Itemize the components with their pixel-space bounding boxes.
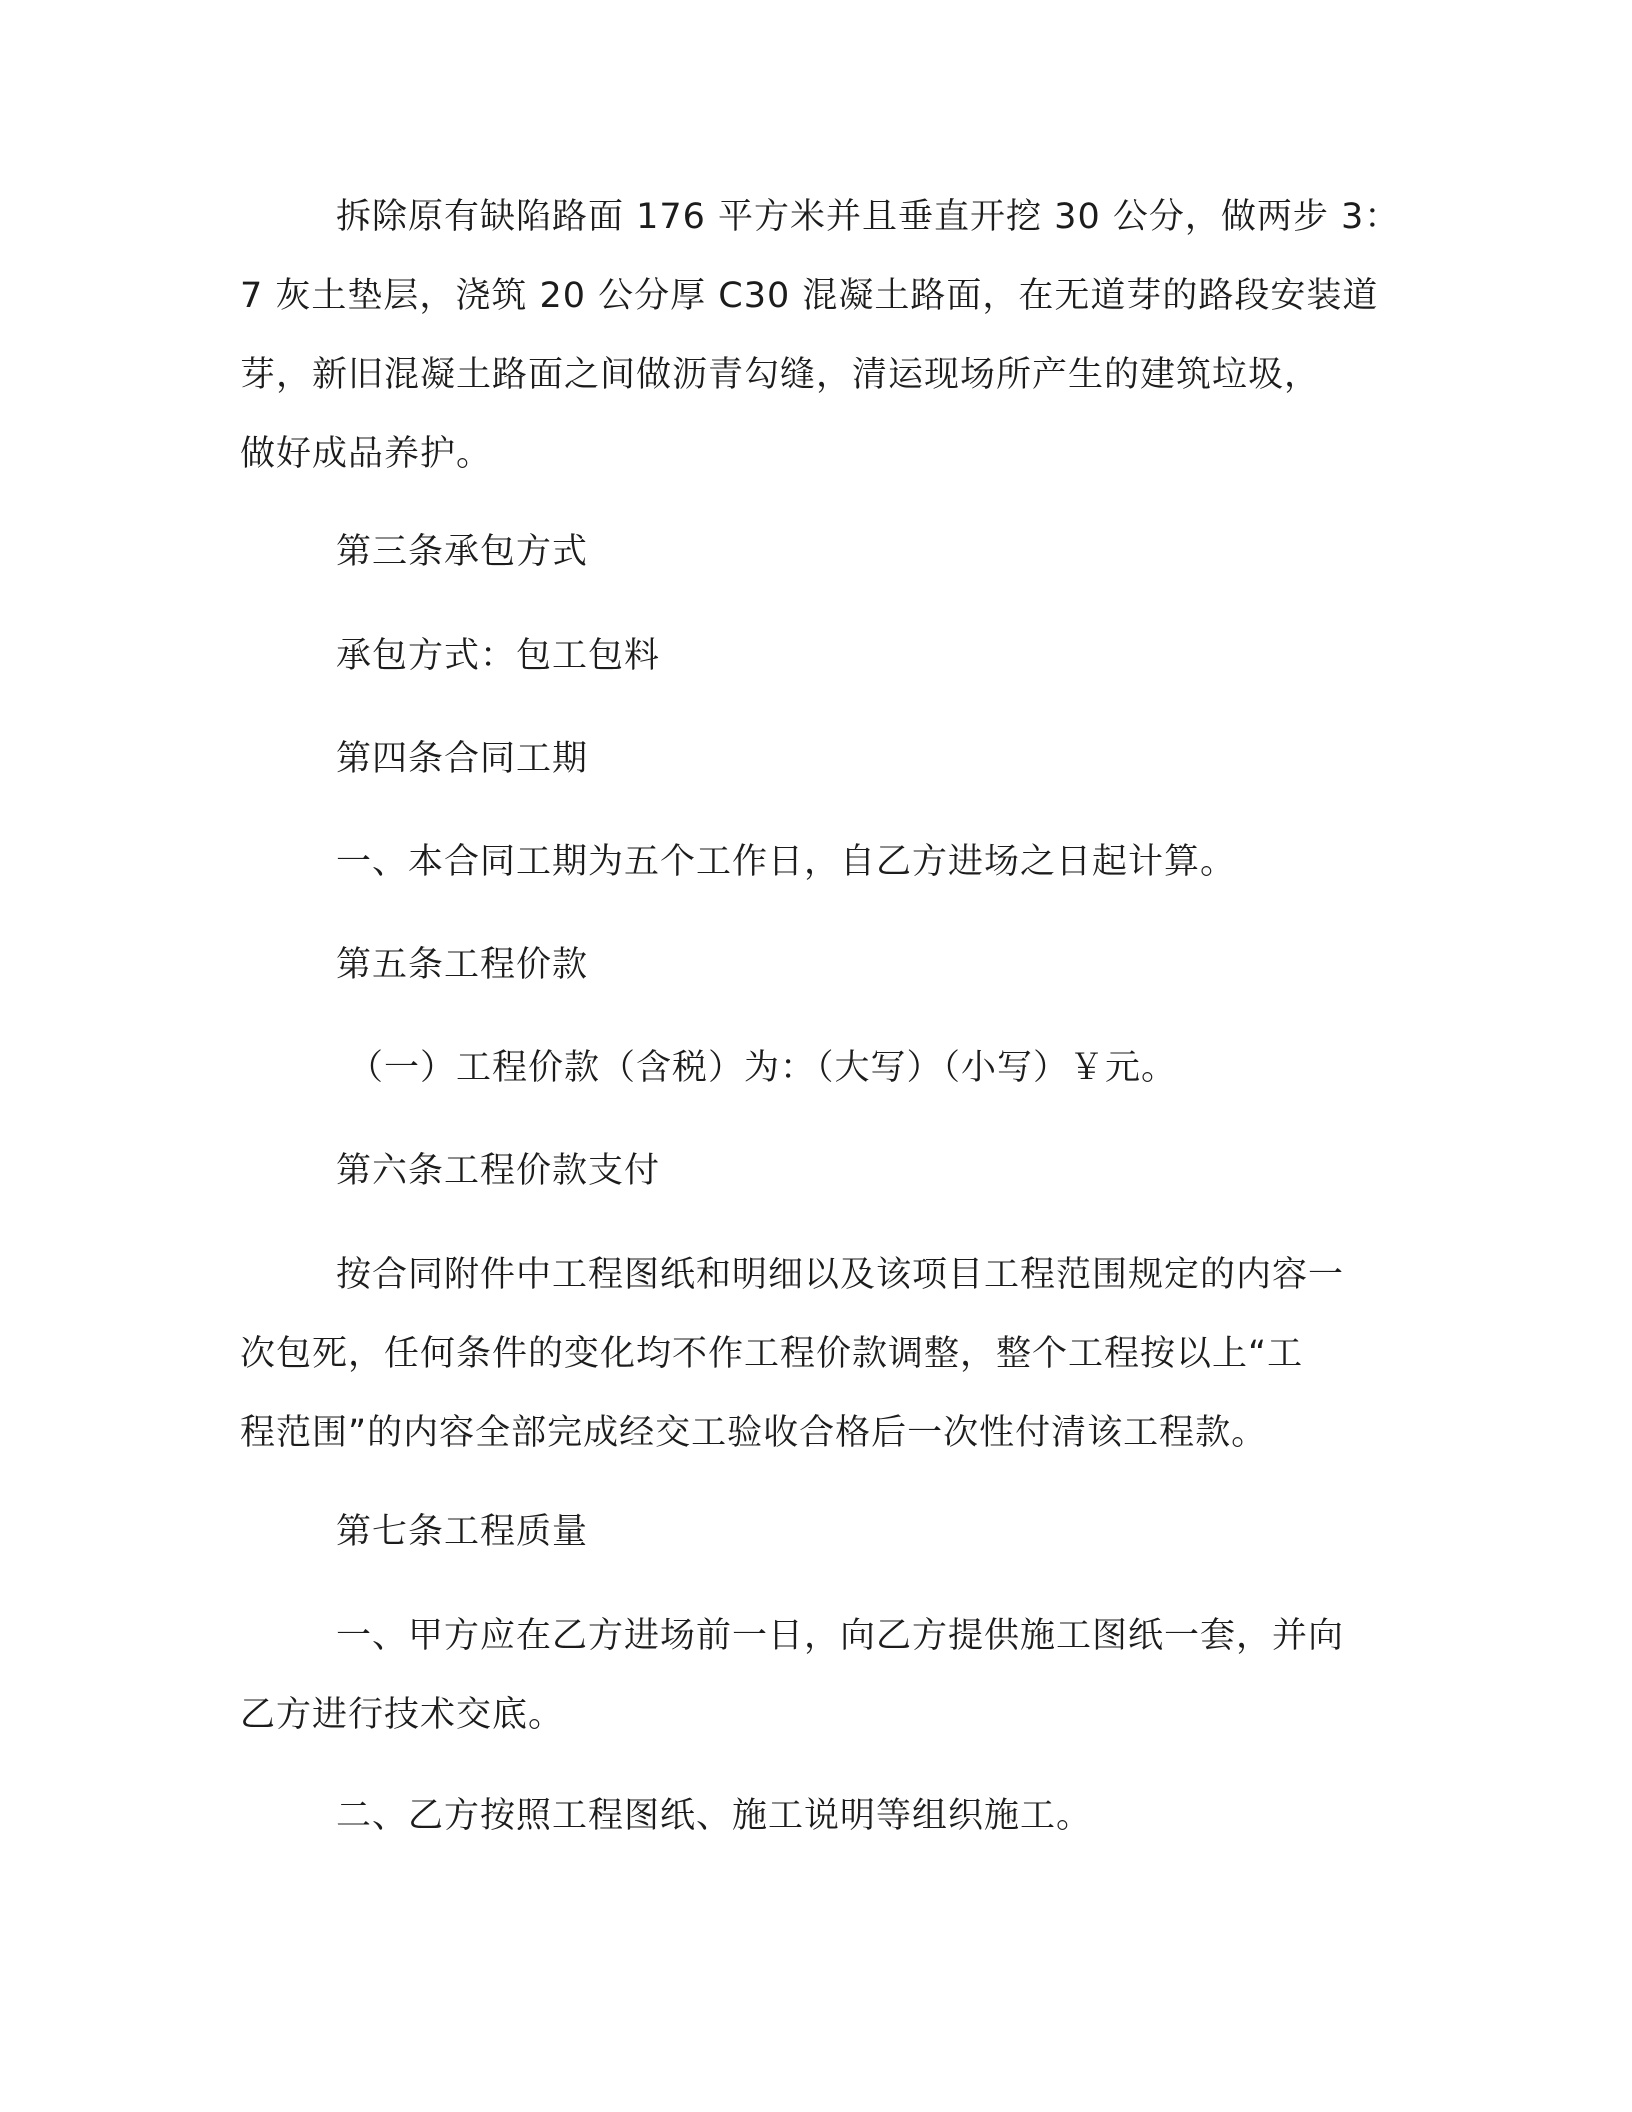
text-line: 芽，新旧混凝土路面之间做沥青勾缝，清运现场所产生的建筑垃圾， [240,355,1321,395]
text-line: 次包死，任何条件的变化均不作工程价款调整，整个工程按以上“工 [240,1334,1304,1374]
payment-paragraph [240,1236,1390,1473]
text-line: 拆除原有缺陷路面 176 平方米并且垂直开挖 30 公分，做两步 3： [336,197,1401,237]
price-block [240,1029,1390,1108]
article-4-block [240,720,1390,799]
article-5-block [240,926,1390,1005]
text-line: 程范围”的内容全部完成经交工验收合格后一次性付清该工程款。 [240,1413,1268,1453]
duration-text: 一、本合同工期为五个工作日，自乙方进场之日起计算。 [336,842,1237,882]
text-line: 7 灰土垫层，浇筑 20 公分厚 C30 混凝土路面，在无道芽的路段安装道 [240,276,1379,316]
article-7-heading: 第七条工程质量 [336,1512,589,1552]
quality-paragraph-2-block [240,1777,1390,1856]
contract-method-block [240,617,1390,696]
quality-paragraph-2: 二、乙方按照工程图纸、施工说明等组织施工。 [336,1796,1093,1836]
duration-block [240,823,1390,902]
article-5-heading: 第五条工程价款 [336,945,589,985]
price-text: （一）工程价款（含税）为：（大写）（小写）￥元。 [348,1048,1178,1088]
text-line: 乙方进行技术交底。 [240,1695,565,1735]
article-6-heading: 第六条工程价款支付 [336,1151,661,1191]
article-4-heading: 第四条合同工期 [336,739,589,779]
article-7-block [240,1493,1390,1572]
article-3-heading: 第三条承包方式 [336,532,589,572]
scope-paragraph [240,178,1401,494]
article-3-block [240,513,1390,592]
text-line: 做好成品养护。 [240,434,493,474]
quality-paragraph-1 [240,1597,1390,1755]
text-line: 按合同附件中工程图纸和明细以及该项目工程范围规定的内容一 [336,1255,1345,1295]
contract-method-text: 承包方式：包工包料 [336,636,661,676]
article-6-block [240,1132,1390,1211]
text-line: 一、甲方应在乙方进场前一日，向乙方提供施工图纸一套，并向 [336,1616,1345,1656]
